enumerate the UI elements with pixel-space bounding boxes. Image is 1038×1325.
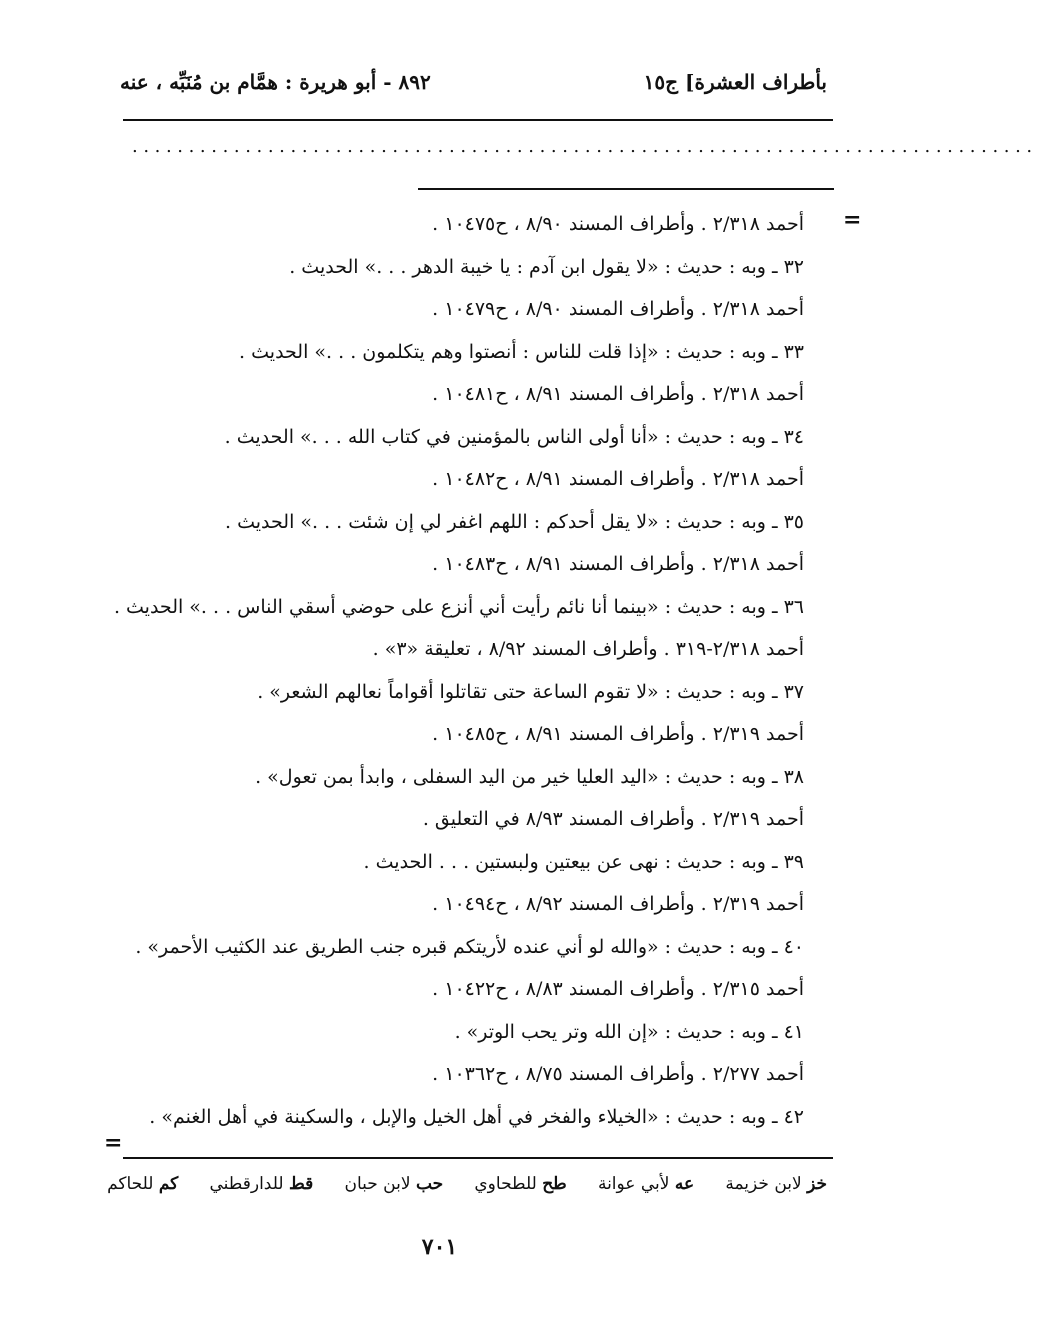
text-line: ٤٢ ـ وبه : حديث : «الخيلاء والفخر في أهل الخيل والإبل ، والسكينة في أهل الغنم» . [149, 1105, 804, 1128]
text-line: ٣٢ ـ وبه : حديث : «لا يقول ابن آدم : يا خيبة الدهر . . .» الحديث . [289, 255, 804, 278]
text-line: أحمد ٢/٣١٩ . وأطراف المسند ٨/٩٢ ، ح١٠٤٩٤ . [432, 893, 804, 915]
running-header-book-title: بأطراف العشرة] ج١٥ [643, 70, 827, 94]
text-line: ٣٨ ـ وبه : حديث : «اليد العليا خير من اليد السفلى ، وابدأ بمن تعول» . [255, 765, 804, 788]
abbreviation-text: للحاكم [107, 1174, 154, 1194]
page-number: ٧٠١ [421, 1234, 458, 1260]
text-line: أحمد ٢/٣١٨ . وأطراف المسند ٨/٩٠ ، ح١٠٤٧٥ . [432, 213, 804, 235]
text-line: ٣٤ ـ وبه : حديث : «أنا أولى الناس بالمؤمنين في كتاب الله . . .» الحديث . [224, 425, 804, 448]
text-line: أحمد ٢/٣١٩ . وأطراف المسند ٨/٩٣ في التعليق . [422, 808, 804, 830]
abbreviation-text: لابن حبان [344, 1174, 411, 1194]
abbreviation-code: حب [415, 1174, 444, 1194]
text-line: ٣٦ ـ وبه : حديث : «بينما أنا نائم رأيت أني أنزع على حوضي أسقي الناس . . .» الحديث . [113, 595, 804, 618]
abbreviation-text: للدارقطني [209, 1174, 284, 1194]
text-line: ٣٩ ـ وبه : حديث : نهى عن بيعتين ولبستين . . . الحديث . [363, 850, 804, 873]
abbreviation-item [725, 1174, 827, 1194]
dotted-separator: ................................................................................ [132, 136, 1038, 157]
abbreviation-item [210, 1174, 314, 1194]
abbreviation-code: خز [807, 1174, 827, 1194]
abbreviation-code: كم [158, 1174, 179, 1194]
abbreviation-text: للطحاوي [474, 1174, 537, 1194]
text-line: أحمد ٢/٣١٨ . وأطراف المسند ٨/٩١ ، ح١٠٤٨١ . [432, 383, 804, 405]
header-rule [123, 119, 833, 121]
abbreviation-item [344, 1174, 443, 1194]
running-header-chapter-title: ٨٩٢ - أبو هريرة : همَّام بن مُنَبِّه ، عنه [120, 70, 431, 94]
text-line: أحمد ٢/٣١٨ . وأطراف المسند ٨/٩١ ، ح١٠٤٨٢ . [432, 468, 804, 490]
text-line: ٣٣ ـ وبه : حديث : «إذا قلت للناس : أنصتوا وهم يتكلمون . . .» الحديث . [239, 340, 804, 363]
continuation-rule [418, 188, 834, 190]
abbreviation-item [598, 1174, 694, 1194]
hadith-entries [104, 203, 804, 1138]
continuation-marker-top: = [843, 207, 862, 233]
abbreviation-code: عه [674, 1174, 695, 1194]
text-line: أحمد ٢/٢٧٧ . وأطراف المسند ٨/٧٥ ، ح١٠٣٦٢ . [432, 1063, 804, 1085]
text-line: أحمد ٢/٣١٥ . وأطراف المسند ٨/٨٣ ، ح١٠٤٢٢ . [432, 978, 804, 1000]
abbreviation-text: لابن خزيمة [725, 1174, 802, 1194]
continuation-marker-bottom: = [104, 1130, 123, 1156]
text-line: ٣٧ ـ وبه : حديث : «لا تقوم الساعة حتى تقاتلوا أقواماً نعالهم الشعر» . [257, 680, 804, 703]
abbreviation-item [474, 1174, 566, 1194]
text-line: أحمد ٢/٣١٨-٣١٩ . وأطراف المسند ٨/٩٢ ، تعليقة «٣» . [372, 638, 804, 660]
text-line: ٣٥ ـ وبه : حديث : «لا يقل أحدكم : اللهم اغفر لي إن شئت . . .» الحديث . [225, 510, 804, 533]
abbreviation-item [107, 1174, 178, 1194]
abbreviations-legend [107, 1174, 827, 1194]
text-line: ٤٠ ـ وبه : حديث : «والله لو أني عنده لأريتكم قبره جنب الطريق عند الكثيب الأحمر» . [135, 935, 804, 958]
text-line: أحمد ٢/٣١٨ . وأطراف المسند ٨/٩٠ ، ح١٠٤٧٩ . [432, 298, 804, 320]
abbreviation-code: قط [288, 1174, 314, 1194]
text-line: أحمد ٢/٣١٨ . وأطراف المسند ٨/٩١ ، ح١٠٤٨٣ . [432, 553, 804, 575]
abbreviation-code: طح [542, 1174, 567, 1194]
text-line: ٤١ ـ وبه : حديث : «إن الله وتر يحب الوتر» . [454, 1020, 804, 1043]
footer-rule [123, 1157, 833, 1159]
abbreviation-text: لأبي عوانة [597, 1174, 670, 1194]
text-line: أحمد ٢/٣١٩ . وأطراف المسند ٨/٩١ ، ح١٠٤٨٥ . [432, 723, 804, 745]
